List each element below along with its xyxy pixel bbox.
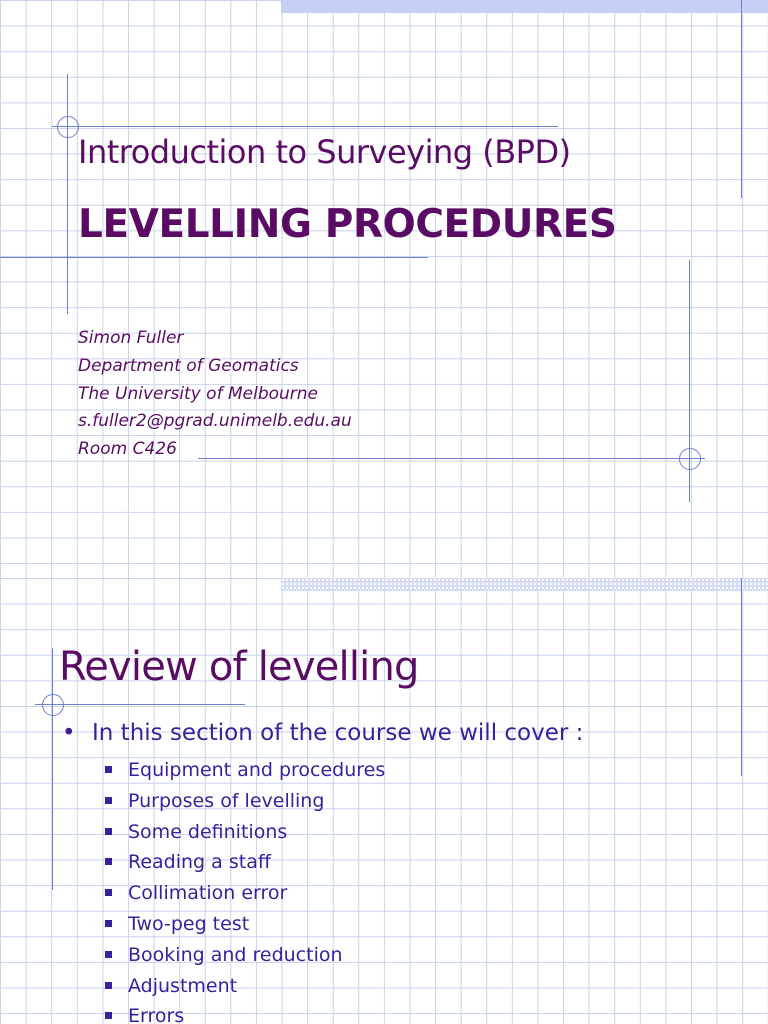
square-bullet-icon: [105, 1012, 112, 1019]
slide-heading: Review of levelling: [59, 644, 419, 690]
list-item: Collimation error: [103, 878, 385, 909]
lead-bullet: [62, 720, 583, 746]
list-item: Some definitions: [103, 817, 385, 848]
list-item: Equipment and procedures: [103, 755, 385, 786]
crosshair-ring-icon: [57, 116, 79, 138]
square-bullet-icon: [105, 766, 112, 773]
right-accent-line: [741, 0, 742, 198]
topic-list: [103, 755, 385, 1024]
left-accent-line: [52, 648, 53, 890]
list-item: Two-peg test: [103, 909, 385, 940]
list-item: Reading a staff: [103, 847, 385, 878]
square-bullet-icon: [105, 889, 112, 896]
title-underline: [0, 257, 428, 258]
list-item: Purposes of levelling: [103, 786, 385, 817]
author-name: Simon Fuller: [78, 328, 184, 348]
top-accent-band: [281, 0, 768, 13]
course-title: Introduction to Surveying (BPD): [78, 133, 571, 171]
author-block: [78, 325, 352, 464]
author-department: Department of Geomatics: [78, 355, 299, 376]
list-item: Booking and reduction: [103, 940, 385, 971]
square-bullet-icon: [105, 982, 112, 989]
crosshair-ring-icon: [42, 694, 64, 716]
bullet-dot-icon: •: [62, 720, 76, 746]
square-bullet-icon: [105, 797, 112, 804]
content-slide: [0, 578, 768, 1024]
square-bullet-icon: [105, 828, 112, 835]
square-bullet-icon: [105, 920, 112, 927]
author-room: Room C426: [78, 439, 177, 460]
main-title: LEVELLING PROCEDURES: [78, 202, 617, 247]
author-email: s.fuller2@pgrad.unimelb.edu.au: [78, 411, 352, 432]
lead-text: In this section of the course we will cover :: [92, 720, 584, 746]
square-bullet-icon: [105, 951, 112, 958]
top-underline: [52, 126, 558, 127]
author-university: The University of Melbourne: [78, 383, 319, 404]
list-item: Adjustment: [103, 971, 385, 1002]
heading-underline: [35, 704, 245, 705]
square-bullet-icon: [105, 858, 112, 865]
list-item: Errors: [103, 1001, 385, 1024]
crosshair-ring-icon: [679, 448, 701, 470]
left-accent-line: [67, 74, 68, 314]
right-accent-line: [741, 578, 742, 776]
top-accent-band: [281, 578, 768, 591]
